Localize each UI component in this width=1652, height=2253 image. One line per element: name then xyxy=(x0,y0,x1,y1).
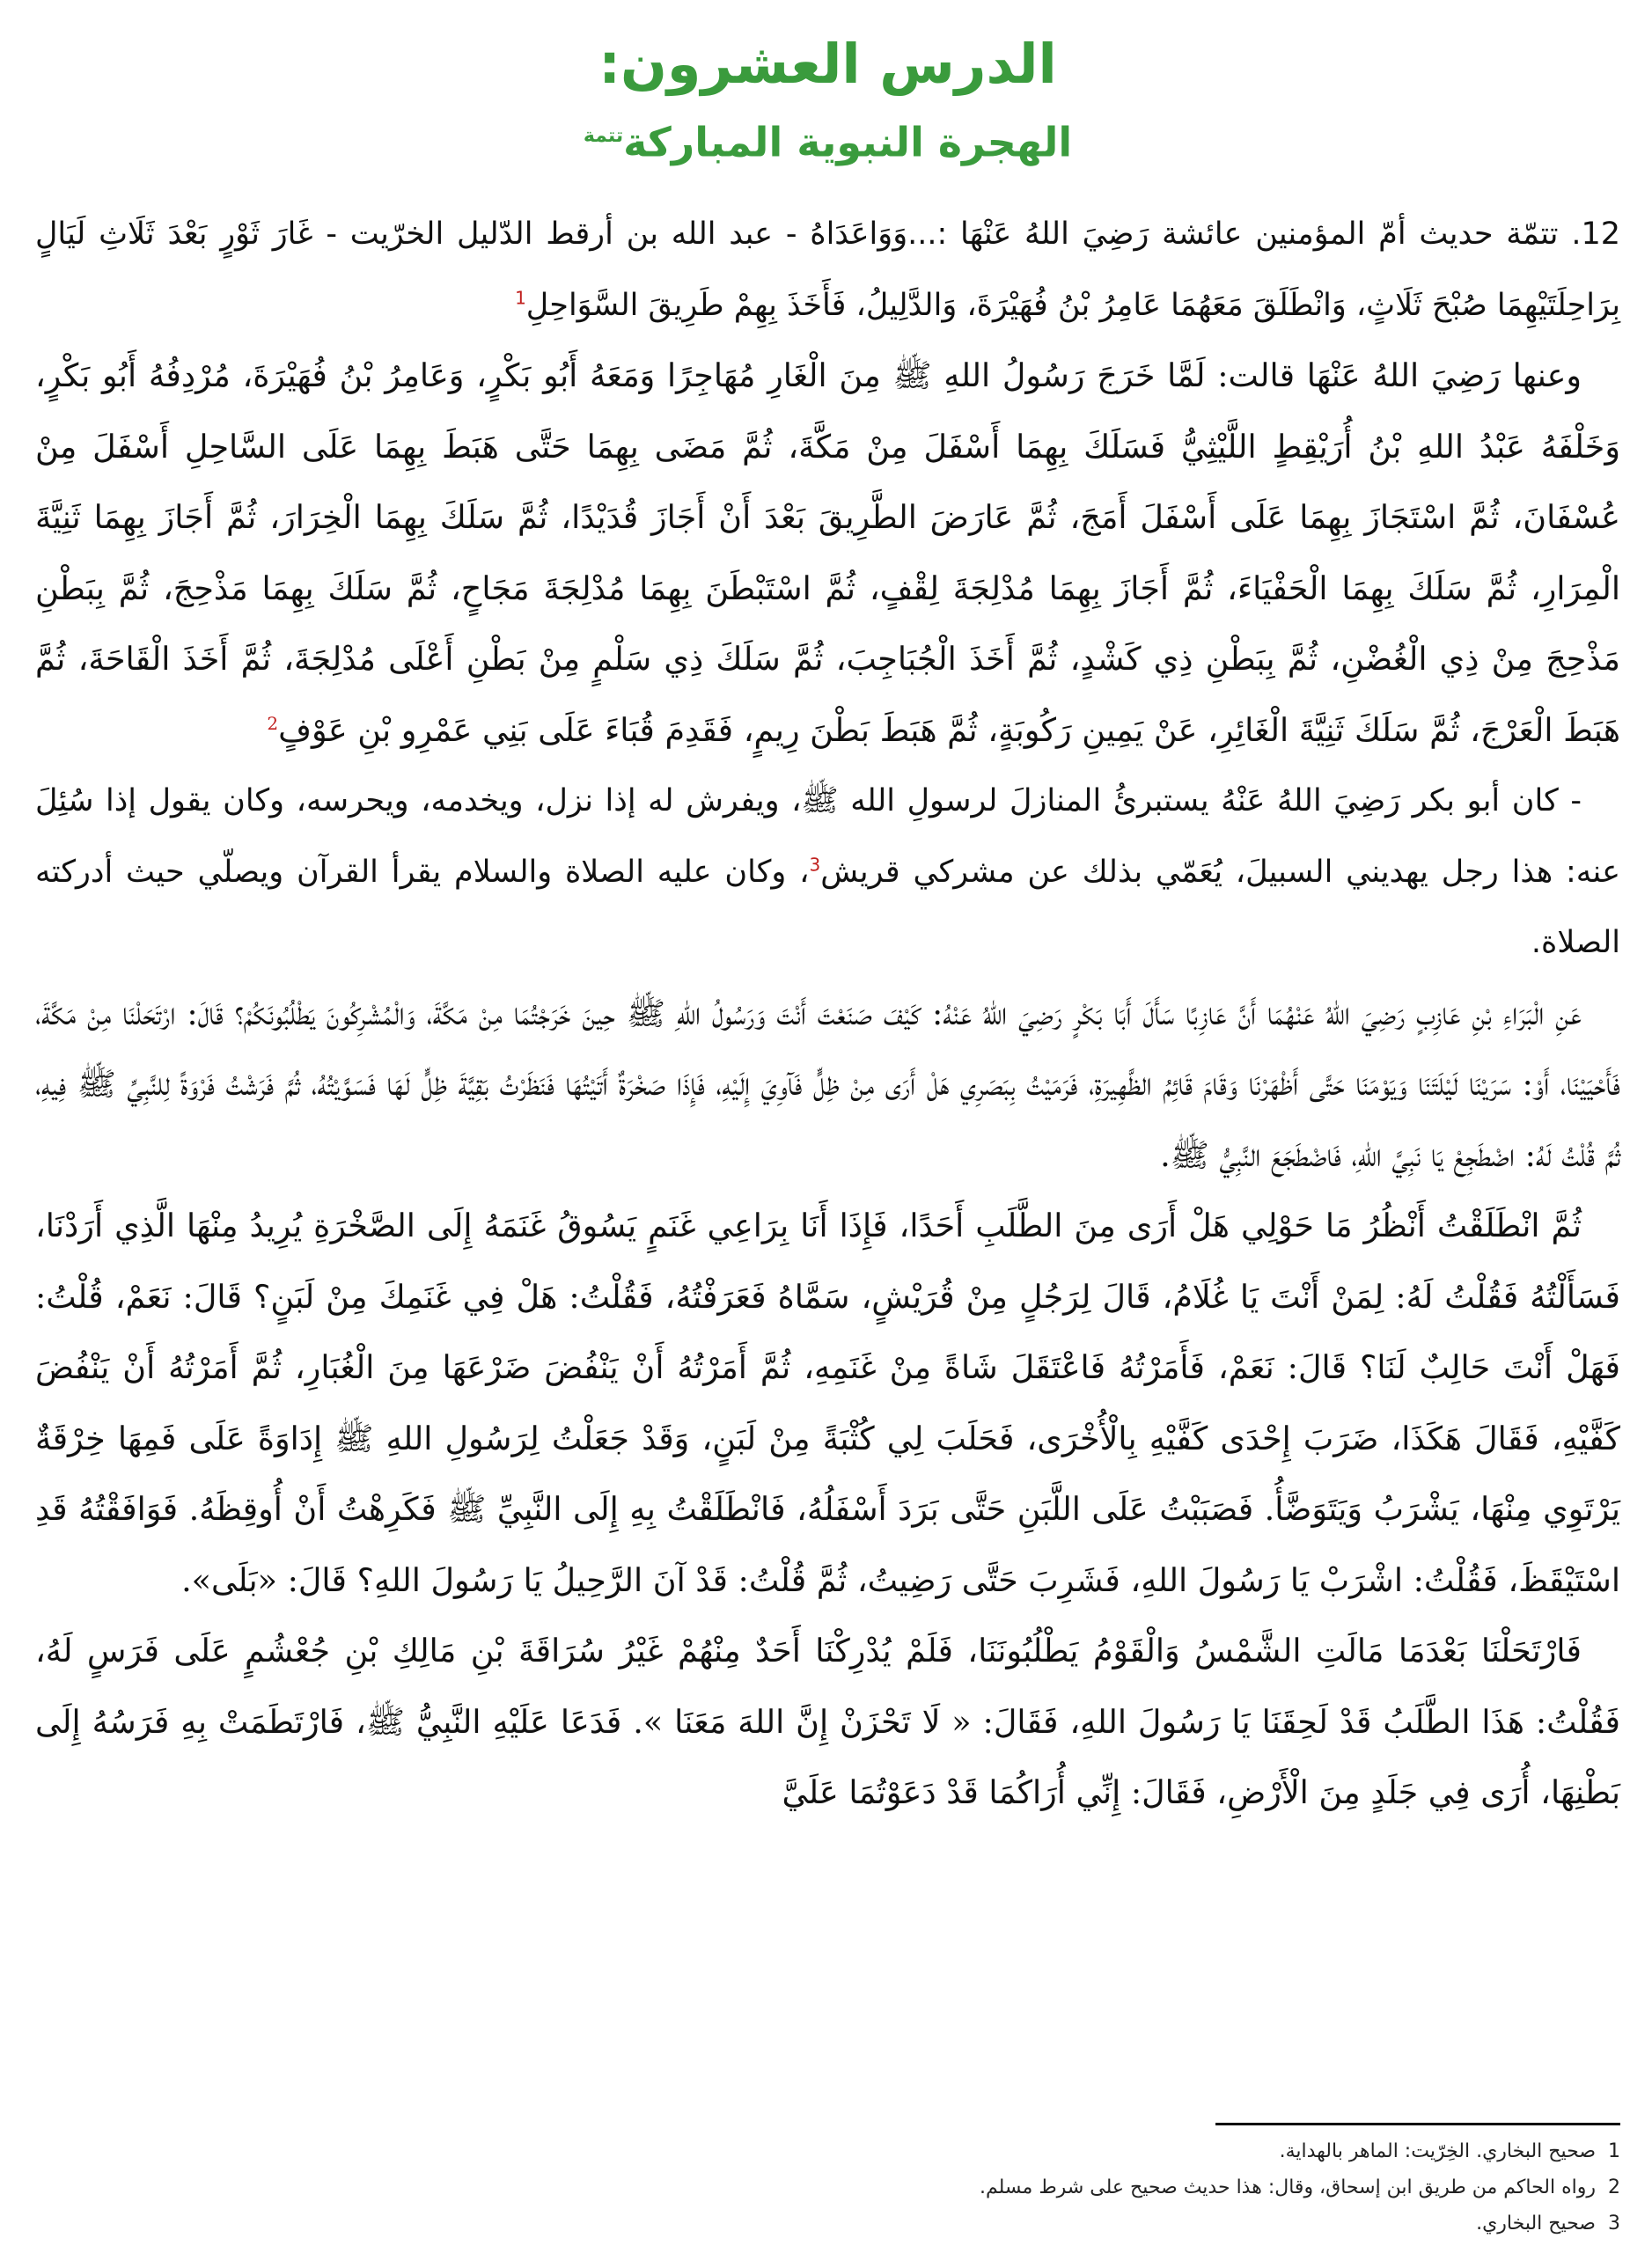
paragraph-text: - كان أبو بكر رَضِيَ اللهُ عَنْهُ يستبرئُ المنازلَ لرسولِ الله ﷺ، ويفرش له إذا نزل، ويخدمه، ويحرسه، وكان يقول إذا سُئِلَ عنه: هذا رجل يهديني السبيلَ، يُعَمّي بذلك عن مشركي قريش xyxy=(35,783,1620,890)
paragraph-text: 12. تتمّة حديث أمّ المؤمنين عائشة رَضِيَ اللهُ عَنْهَا :...وَوَاعَدَاهُ - عبد الله بن أرقط الدّليل الخرّيت - غَارَ ثَوْرٍ بَعْدَ ثَلَاثِ لَيَالٍ بِرَاحِلَتَيْهِمَا صُبْحَ ثَلَاثٍ، وَانْطَلَقَ مَعَهُمَا عَامِرُ بْنُ فُهَيْرَةَ، وَالدَّلِيلُ، فَأَخَذَ بِهِمْ طَرِيقَ السَّوَاحِلِ xyxy=(35,216,1620,323)
paragraph-5 xyxy=(35,1191,1620,1616)
paragraph-text: وعنها رَضِيَ اللهُ عَنْهَا قالت: لَمَّا خَرَجَ رَسُولُ اللهِ ﷺ مِنَ الْغَارِ مُهَاجِرًا وَمَعَهُ أَبُو بَكْرٍ، وَعَامِرُ بْنُ فُهَيْرَةَ، مُرْدِفُهُ أَبُو بَكْرٍ، وَخَلْفَهُ عَبْدُ اللهِ بْنُ أُرَيْقِطٍ اللَّيْثِيُّ فَسَلَكَ بِهِمَا أَسْفَلَ مِنْ مَكَّةَ، ثُمَّ مَضَى بِهِمَا حَتَّى هَبَطَ بِهِمَا عَلَى السَّاحِلِ أَسْفَلَ مِنْ عُسْفَانَ، ثُمَّ اسْتَجَازَ بِهِمَا عَلَى أَسْفَلَ أَمَجَ، ثُمَّ عَارَضَ الطَّرِيقَ بَعْدَ أَنْ أَجَازَ قُدَيْدًا، ثُمَّ سَلَكَ بِهِمَا الْخِرَارَ، ثُمَّ أَجَازَ بِهِمَا ثَنِيَّةَ الْمِرَارِ، ثُمَّ سَلَكَ بِهِمَا الْحَفْيَاءَ، ثُمَّ أَجَازَ بِهِمَا مُدْلِجَةَ لِقْفٍ، ثُمَّ اسْتَبْطَنَ بِهِمَا مُدْلِجَةَ مَجَاحٍ، ثُمَّ سَلَكَ بِهِمَا مَذْحِجَ، ثُمَّ بِبَطْنِ مَذْحِجَ مِنْ ذِي الْغُضْنِ، ثُمَّ بِبَطْنِ ذِي كَشْدٍ، ثُمَّ أَخَذَ الْجُبَاجِبَ، ثُمَّ سَلَكَ ذِي سَلْمٍ مِنْ بَطْنِ أَعْلَى مُدْلِجَةَ، ثُمَّ أَخَذَ الْقَاحَةَ، ثُمَّ هَبَطَ الْعَرْجَ، ثُمَّ سَلَكَ ثَنِيَّةَ الْغَائِرِ، عَنْ يَمِينِ رَكُوبَةٍ، ثُمَّ هَبَطَ بَطْنَ رِيمٍ، فَقَدِمَ قُبَاءَ عَلَى بَنِي عَمْرِو بْنِ عَوْفٍ xyxy=(35,356,1620,749)
footnotes xyxy=(36,2133,1620,2242)
footnote-item xyxy=(36,2169,1620,2205)
footnote-text: صحيح البخاري. xyxy=(1476,2213,1596,2235)
paragraph-4 xyxy=(35,979,1620,1192)
footnote-text: صحيح البخاري. الخِرّيت: الماهر بالهداية. xyxy=(1279,2140,1596,2162)
paragraph-6 xyxy=(35,1616,1620,1829)
footnote-number: 2 xyxy=(1608,2176,1620,2198)
footnote-mark[interactable]: 1 xyxy=(515,287,526,309)
subtitle-text: الهجرة النبوية المباركة xyxy=(623,118,1073,166)
lesson-subtitle xyxy=(35,107,1620,171)
footnote-number: 1 xyxy=(1608,2140,1620,2162)
paragraph-2 xyxy=(35,341,1620,766)
paragraph-text: عَنِ الْبَرَاءِ بْنِ عَازِبٍ رَضِيَ اللهُ عَنْهُمَا أَنَّ عَازِبًا سَأَلَ أَبَا بَكْرٍ رَضِيَ اللهُ عَنْهُ: كَيْفَ صَنَعْتَ أَنْتَ وَرَسُولُ اللهِ ﷺ حِينَ خَرَجْتُمَا مِنْ مَكَّةَ، وَالْمُشْرِكُونَ يَطْلُبُونَكُمْ؟ قَالَ: ارْتَحَلْنَا مِنْ مَكَّةَ، فَأَحْيَيْنَا، أَوْ: سَرَيْنَا لَيْلَتَنَا وَيَوْمَنَا حَتَّى أَظْهَرْنَا وَقَامَ قَائِمُ الظَّهِيرَةِ، فَرَمَيْتُ بِبَصَرِي هَلْ أَرَى مِنْ ظِلٍّ فَآوِيَ إِلَيْهِ، فَإِذَا صَخْرَةٌ أَتَيْتُهَا فَنَظَرْتُ بَقِيَّةَ ظِلٍّ لَهَا فَسَوَّيْتُهُ، ثُمَّ فَرَشْتُ فَرْوَةً لِلنَّبِيِّ ﷺ فِيهِ، ثُمَّ قُلْتُ لَهُ: اضْطَجِعْ يَا نَبِيَّ اللهِ، فَاضْطَجَعَ النَّبِيُّ ﷺ. xyxy=(35,994,1620,1174)
footnote-item xyxy=(36,2205,1620,2242)
paragraph-1 xyxy=(35,199,1620,341)
footnote-mark[interactable]: 3 xyxy=(809,854,821,876)
subtitle-suffix: تتمة xyxy=(583,125,624,147)
footnote-divider xyxy=(1215,2123,1620,2125)
footnote-item xyxy=(36,2133,1620,2169)
footnote-number: 3 xyxy=(1608,2213,1620,2235)
paragraph-3 xyxy=(35,766,1620,979)
paragraph-text: ثُمَّ انْطَلَقْتُ أَنْظُرُ مَا حَوْلِي هَلْ أَرَى مِنَ الطَّلَبِ أَحَدًا، فَإِذَا أَنَا بِرَاعِي غَنَمٍ يَسُوقُ غَنَمَهُ إِلَى الصَّخْرَةِ يُرِيدُ مِنْهَا الَّذِي أَرَدْنَا، فَسَأَلْتُهُ فَقُلْتُ لَهُ: لِمَنْ أَنْتَ يَا غُلَامُ، قَالَ لِرَجُلٍ مِنْ قُرَيْشٍ، سَمَّاهُ فَعَرَفْتُهُ، فَقُلْتُ: هَلْ فِي غَنَمِكَ مِنْ لَبَنٍ؟ قَالَ: نَعَمْ، قُلْتُ: فَهَلْ أَنْتَ حَالِبٌ لَنَا؟ قَالَ: نَعَمْ، فَأَمَرْتُهُ فَاعْتَقَلَ شَاةً مِنْ غَنَمِهِ، ثُمَّ أَمَرْتُهُ أَنْ يَنْفُضَ ضَرْعَهَا مِنَ الْغُبَارِ، ثُمَّ أَمَرْتُهُ أَنْ يَنْفُضَ كَفَّيْهِ، فَقَالَ هَكَذَا، ضَرَبَ إِحْدَى كَفَّيْهِ بِالْأُخْرَى، فَحَلَبَ لِي كُثْبَةً مِنْ لَبَنٍ، وَقَدْ جَعَلْتُ لِرَسُولِ اللهِ ﷺ إِدَاوَةً عَلَى فَمِهَا خِرْقَةٌ يَرْتَوِي مِنْهَا، يَشْرَبُ وَيَتَوَضَّأُ. فَصَبَبْتُ عَلَى اللَّبَنِ حَتَّى بَرَدَ أَسْفَلُهُ، فَانْطَلَقْتُ بِهِ إِلَى النَّبِيِّ ﷺ فَكَرِهْتُ أَنْ أُوقِظَهُ. فَوَافَقْتُهُ قَدِ اسْتَيْقَظَ، فَقُلْتُ: اشْرَبْ يَا رَسُولَ اللهِ، فَشَرِبَ حَتَّى رَضِيتُ، ثُمَّ قُلْتُ: قَدْ آنَ الرَّحِيلُ يَا رَسُولَ اللهِ؟ قَالَ: «بَلَى». xyxy=(35,1207,1620,1599)
lesson-body xyxy=(35,199,1620,1829)
footnote-mark[interactable]: 2 xyxy=(267,712,279,734)
paragraph-text: فَارْتَحَلْنَا بَعْدَمَا مَالَتِ الشَّمْسُ وَالْقَوْمُ يَطْلُبُونَنَا، فَلَمْ يُدْرِكْنَا أَحَدٌ مِنْهُمْ غَيْرُ سُرَاقَةَ بْنِ مَالِكِ بْنِ جُعْشُمٍ عَلَى فَرَسٍ لَهُ، فَقُلْتُ: هَذَا الطَّلَبُ قَدْ لَحِقَنَا يَا رَسُولَ اللهِ، فَقَالَ: « لَا تَحْزَنْ إِنَّ اللهَ مَعَنَا ». فَدَعَا عَلَيْهِ النَّبِيُّ ﷺ، فَارْتَطَمَتْ بِهِ فَرَسُهُ إِلَى بَطْنِهَا، أُرَى فِي جَلَدٍ مِنَ الْأَرْضِ، فَقَالَ: إِنِّي أُرَاكُمَا قَدْ دَعَوْتُمَا عَلَيَّ xyxy=(35,1632,1620,1812)
lesson-title: الدرس العشرون: xyxy=(598,32,1057,96)
footnote-text: رواه الحاكم من طريق ابن إسحاق، وقال: هذا حديث صحيح على شرط مسلم. xyxy=(980,2176,1596,2198)
paragraph-tail: ، وكان عليه الصلاة والسلام يقرأ القرآن ويصلّي حيث أدركته الصلاة. xyxy=(35,854,1620,961)
